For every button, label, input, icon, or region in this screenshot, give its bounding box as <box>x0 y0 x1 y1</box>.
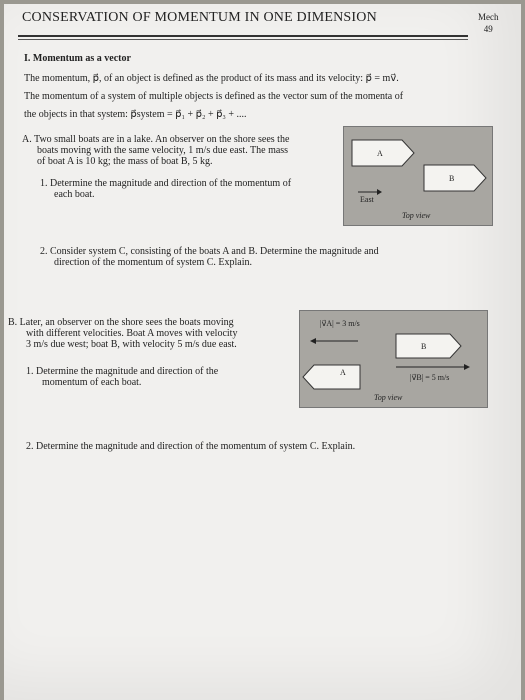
system-momentum-definition: The momentum of a system of multiple objects is defined as the vector sum of the momenta of <box>24 91 404 102</box>
vb-label: |v⃗B| = 5 m/s <box>410 373 450 382</box>
header-rule <box>18 35 468 37</box>
part-a-intro-2: boats moving with the same velocity, 1 m/s due east. The mass <box>37 145 289 156</box>
part-b-intro-3: 3 m/s due west; boat B, with velocity 5 m/s due east. <box>26 339 237 350</box>
worksheet-page <box>4 4 521 700</box>
part-a-question-1: 1. Determine the magnitude and direction of the momentum of <box>40 178 292 189</box>
top-view-label: Top view <box>402 211 431 220</box>
part-b-question-1: 1. Determine the magnitude and direction of the <box>26 366 219 377</box>
diagram-b <box>299 310 488 408</box>
boat-b-shape <box>396 334 461 358</box>
section-heading: I. Momentum as a vector <box>24 53 131 64</box>
page-title: CONSERVATION OF MOMENTUM IN ONE DIMENSION <box>22 10 377 25</box>
part-b-question-2: 2. Determine the magnitude and direction of the momentum of system C. Explain. <box>26 441 356 452</box>
east-arrow-head <box>377 189 382 195</box>
top-view-label: Top view <box>374 393 403 402</box>
part-b-intro-1: B. Later, an observer on the shore sees the boats moving <box>8 317 234 328</box>
va-arrow-head <box>310 338 316 344</box>
system-momentum-formula: the objects in that system: p⃗system = p⃗₁ + p⃗₂ + p⃗₃ + .... <box>24 109 247 120</box>
part-a-question-2-cont: direction of the momentum of system C. Explain. <box>54 257 253 268</box>
va-label: |v⃗A| = 3 m/s <box>320 319 360 328</box>
diagram-a <box>343 126 493 226</box>
vb-arrow-head <box>464 364 470 370</box>
boat-b-label: B <box>421 342 427 351</box>
course-label: Mech <box>478 12 499 22</box>
part-b-intro-2: with different velocities. Boat A moves with velocity <box>26 328 238 339</box>
page-tag <box>478 11 499 35</box>
part-b-question-1-cont: momentum of each boat. <box>42 377 142 388</box>
momentum-definition: The momentum, p⃗, of an object is defined as the product of its mass and its velocity: p⃗ = mv⃗. <box>24 73 399 84</box>
part-a-question-1-cont: each boat. <box>54 189 95 200</box>
boat-a-label: A <box>340 368 346 377</box>
boat-a-shape <box>352 140 414 166</box>
boat-b-label: B <box>449 174 455 183</box>
part-a-intro-1: A. Two small boats are in a lake. An observer on the shore sees the <box>22 134 290 145</box>
header-rule-thin <box>18 39 468 40</box>
boat-a-label: A <box>377 149 383 158</box>
boat-b-shape <box>424 165 486 191</box>
part-a-question-2: 2. Consider system C, consisting of the boats A and B. Determine the magnitude and <box>40 246 379 257</box>
page-number: 49 <box>483 24 493 34</box>
part-a-intro-3: of boat A is 10 kg; the mass of boat B, 5 kg. <box>37 156 213 167</box>
east-label: East <box>360 195 374 204</box>
boat-a-shape <box>303 365 360 389</box>
